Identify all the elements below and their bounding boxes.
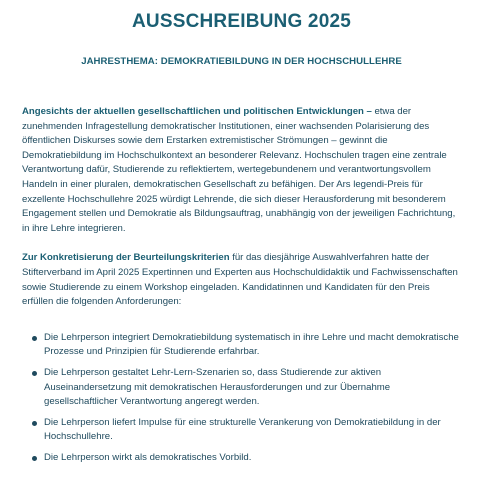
requirement-text: Die Lehrperson liefert Impulse für eine strukturelle Verankerung von Demokratiebildung in der Hochschullehre. (44, 416, 441, 443)
bullet-icon (32, 456, 37, 461)
bullet-icon (32, 371, 37, 376)
intro-body: etwa der zunehmenden Infragestellung demokratischer Institutionen, einer wachsenden Polarisierung des öffentlichen Diskurses sowie dem Erstarken extremistischer Strömungen – gewinnt die Demokratiebildung im Hochschulkontext an besonderer Relevanz. Hochschulen tragen eine zentrale Verantwortung dafür, Studierende zu reflektiertem, wertegebundenem und verantwortungsvollem Handeln in einer pluralen, demokratischen Gesellschaft zu befähigen. Der Ars legendi-Preis für exzellente Hochschullehre 2025 würdigt Lehrende, die sich dieser Herausforderung mit besonderem Engagement stellen und Demokratie als Bildungsauftrag, unabhängig von der jeweiligen Fachrichtung, in ihre Lehre integrieren. (22, 106, 456, 234)
criteria-paragraph (22, 251, 461, 309)
requirement-text: Die Lehrperson gestaltet Lehr-Lern-Szenarien so, dass Studierende zur aktiven Auseinandersetzung mit demokratischen Herausforderungen und zur Übernahme gesellschaftlicher Verantwortung angeregt werden. (44, 366, 391, 408)
list-item (22, 331, 461, 360)
criteria-body: für das diesjährige Auswahlverfahren hatte der Stifterverband im April 2025 Expertinnen und Experten aus Hochschuldidaktik und Fachwissenschaften sowie Studierende zu einem Workshop eingeladen. Kandidatinnen und Kandidaten für den Preis erfüllen die folgenden Anforderungen: (22, 252, 458, 308)
list-item (22, 366, 461, 410)
list-item (22, 451, 461, 466)
criteria-lead: Zur Konkretisierung der Beurteilungskriterien (22, 252, 230, 264)
page-subtitle: JAHRESTHEMA: DEMOKRATIEBILDUNG IN DER HOCHSCHULLEHRE (81, 56, 402, 67)
requirement-text: Die Lehrperson wirkt als demokratisches Vorbild. (44, 451, 252, 463)
bullet-icon (32, 336, 37, 341)
intro-lead: Angesichts der aktuellen gesellschaftlichen und politischen Entwicklungen – (22, 106, 372, 117)
intro-paragraph (22, 105, 461, 236)
requirement-text: Die Lehrperson integriert Demokratiebildung systematisch in ihre Lehre und macht demokratische Prozesse und Prinzipien für Studierende erfahrbar. (44, 331, 459, 358)
requirements-list (22, 331, 461, 466)
page-title: AUSSCHREIBUNG 2025 (132, 11, 351, 32)
bullet-icon (32, 421, 37, 426)
list-item (22, 416, 461, 445)
